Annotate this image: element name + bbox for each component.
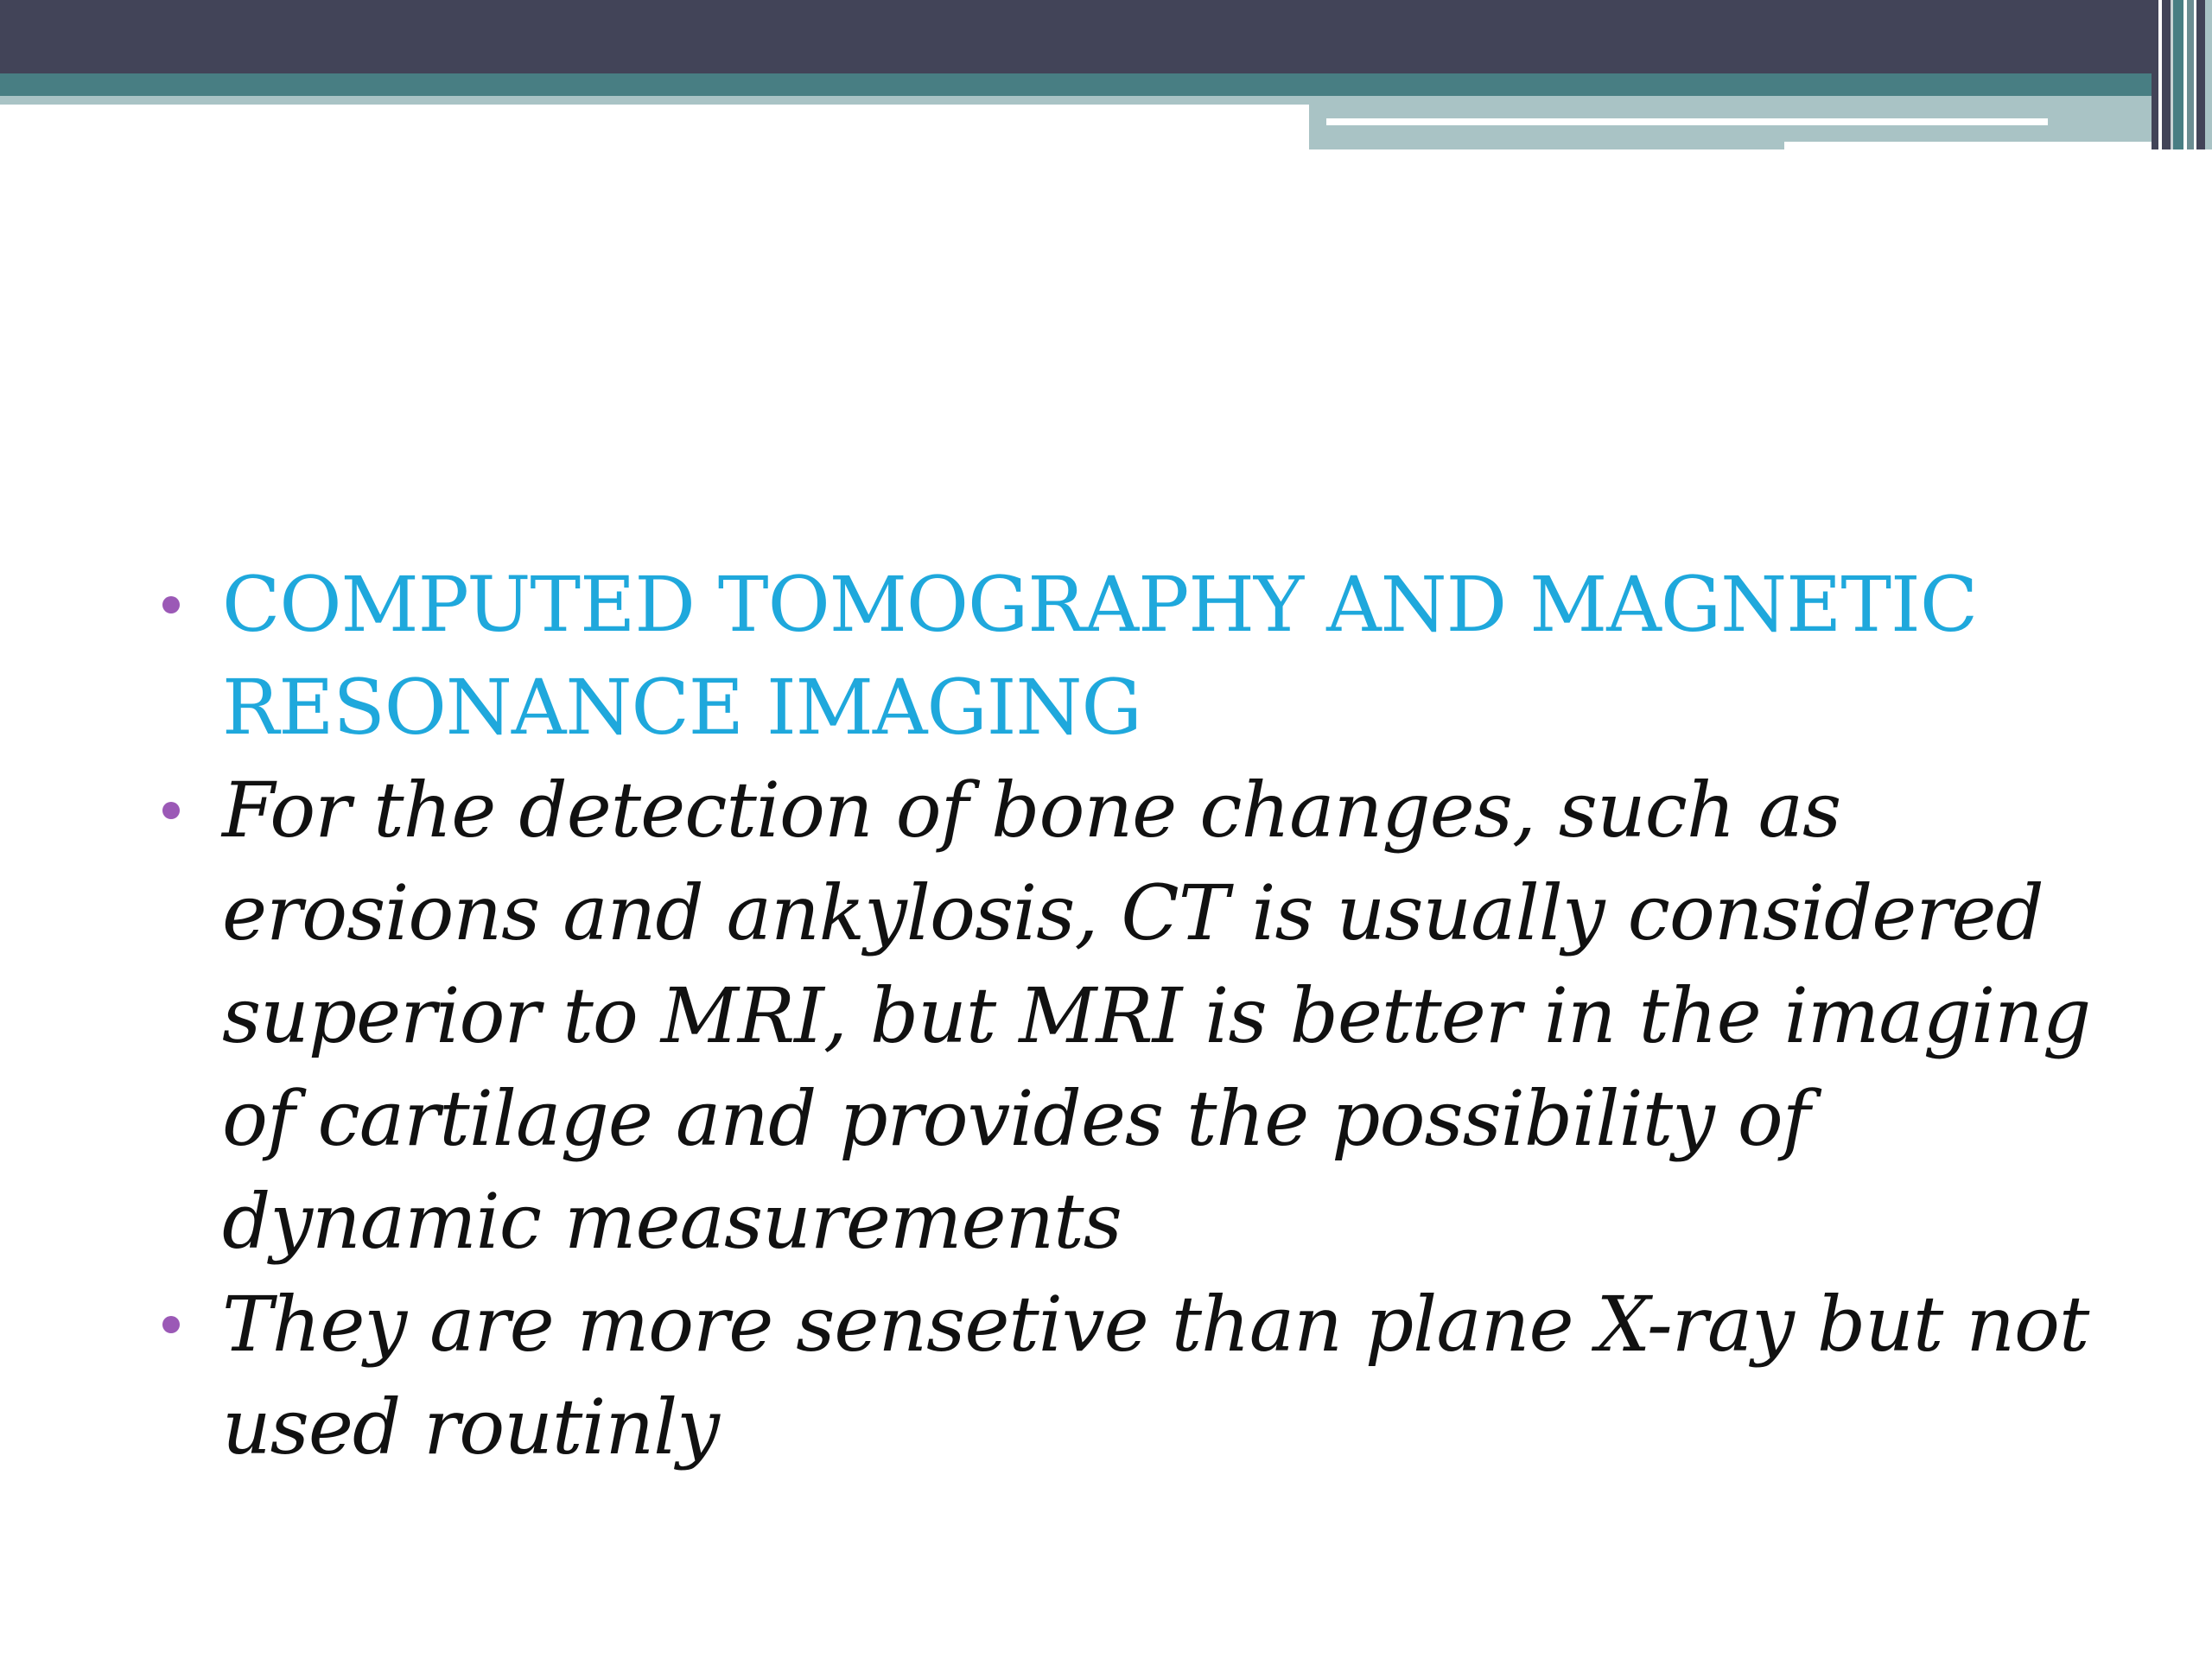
header-stripes (2152, 0, 2212, 149)
bullet-item-sensitivity (156, 1273, 2108, 1478)
bullet-dot (162, 802, 180, 819)
bullet-text: They are more sensetive than plane X-ray but not used routinly (222, 1280, 2089, 1471)
header-accent-line (1326, 118, 2048, 125)
header-band-light (0, 96, 1309, 105)
bullet-dot (162, 596, 180, 613)
bullet-text: COMPUTED TOMOGRAPHY AND MAGNETIC RESONANCE IMAGING (222, 560, 1978, 752)
header-band-dark (0, 0, 2212, 73)
bullet-item-heading (156, 553, 2108, 759)
bullet-text: For the detection of bone changes, such as erosions and ankylosis, CT is usually considered superior to MRI, but MRI is better in the imaging of cartilage and provides the possibility of dynamic measurements (222, 766, 2091, 1266)
bullet-dot (162, 1316, 180, 1333)
bullet-item-detection (156, 759, 2108, 1273)
header-band-teal (0, 73, 2152, 96)
header-accent-line-2 (1784, 142, 2152, 149)
bullet-list (156, 553, 2108, 1478)
